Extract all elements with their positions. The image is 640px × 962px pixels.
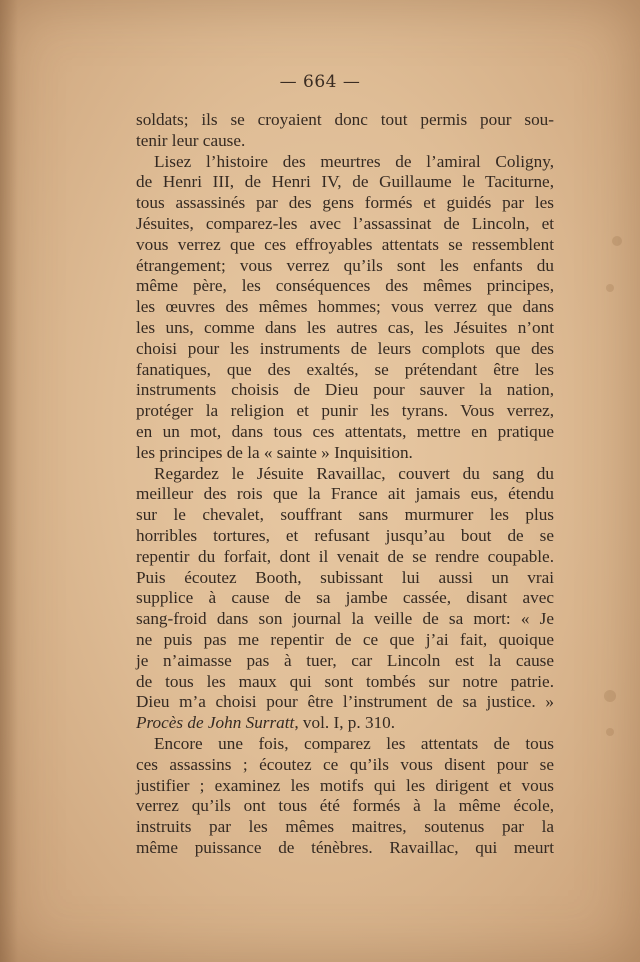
text-line: les œuvres des mêmes hommes; vous verrez que dans [136, 297, 554, 317]
text-line: même puissance de ténèbres. Ravaillac, qui meurt [136, 837, 554, 857]
text-line: ne puis pas me repentir de ce que j’ai fait, quoique [136, 629, 554, 649]
text-line: de Henri III, de Henri IV, de Guillaume le Taciturne, [136, 172, 554, 192]
text-line: verrez qu’ils ont tous été formés à la même école, [136, 796, 554, 816]
text-line: ces assassins ; écoutez ce qu’ils vous disent pour se [136, 754, 554, 774]
text-line: supplice à cause de sa jambe cassée, disant avec [136, 588, 554, 608]
text-line: Encore une fois, comparez les attentats de tous [154, 733, 554, 753]
text-line: Jésuites, comparez-les avec l’assassinat de Lincoln, et [136, 213, 554, 233]
text-line: protéger la religion et punir les tyrans. Vous verrez, [136, 401, 554, 421]
text-line: repentir du forfait, dont il venait de se rendre coupable. [136, 546, 554, 566]
paper-stain [606, 728, 614, 736]
paper-stain [606, 284, 614, 292]
text-line: de tous les maux qui sont tombés sur notre patrie. [136, 671, 554, 691]
text-line: je n’aimasse pas à tuer, car Lincoln est la cause [136, 650, 554, 670]
text-line: instruments choisis de Dieu pour sauver la nation, [136, 380, 554, 400]
text-line: Regardez le Jésuite Ravaillac, couvert du sang du [154, 463, 554, 483]
text-line: même père, les conséquences des mêmes principes, [136, 276, 554, 296]
text-line: choisi pour les instruments de leurs complots que des [136, 338, 554, 358]
text-line: meilleur des rois que la France ait jamais eus, étendu [136, 484, 554, 504]
text-line: en un mot, dans tous ces attentats, mettre en pratique [136, 421, 554, 441]
text-line: les uns, comme dans les autres cas, les Jésuites n’ont [136, 317, 554, 337]
text-line: sang-froid dans son journal la veille de sa mort: « Je [136, 609, 554, 629]
spine-shadow [0, 0, 18, 962]
paper-stain [612, 236, 622, 246]
text-line: Procès de John Surratt, vol. I, p. 310. [136, 713, 396, 733]
text-line: instruits par les mêmes maitres, soutenus par la [136, 817, 554, 837]
text-line: sur le chevalet, souffrant sans murmurer les plus [136, 505, 554, 525]
body-text [136, 110, 554, 859]
text-line: fanatiques, que des exaltés, se prétendant être les [136, 359, 554, 379]
text-line: vous verrez que ces effroyables attentats se ressemblent [136, 234, 554, 254]
text-line: justifier ; examinez les motifs qui les dirigent et vous [136, 775, 554, 795]
citation-title: Procès de John Surratt [136, 713, 295, 733]
text-line: Lisez l’histoire des meurtres de l’amiral Coligny, [154, 151, 554, 171]
page-number: — 664 — [279, 72, 361, 92]
text-line: Puis écoutez Booth, subissant lui aussi un vrai [136, 567, 554, 587]
text-line: horribles tortures, et refusant jusqu’au bout de se [136, 525, 554, 545]
text-line: soldats; ils se croyaient donc tout permis pour sou- [136, 110, 554, 129]
text-line: étrangement; vous verrez qu’ils sont les enfants du [136, 255, 554, 275]
text-line: tous assassinés par des gens formés et guidés par les [136, 193, 554, 213]
paper-stain [604, 690, 616, 702]
text-line: Dieu m’a choisi pour être l’instrument de sa justice. » [136, 692, 554, 712]
text-line: les principes de la « sainte » Inquisition. [136, 442, 413, 462]
text-line: tenir leur cause. [136, 130, 246, 150]
